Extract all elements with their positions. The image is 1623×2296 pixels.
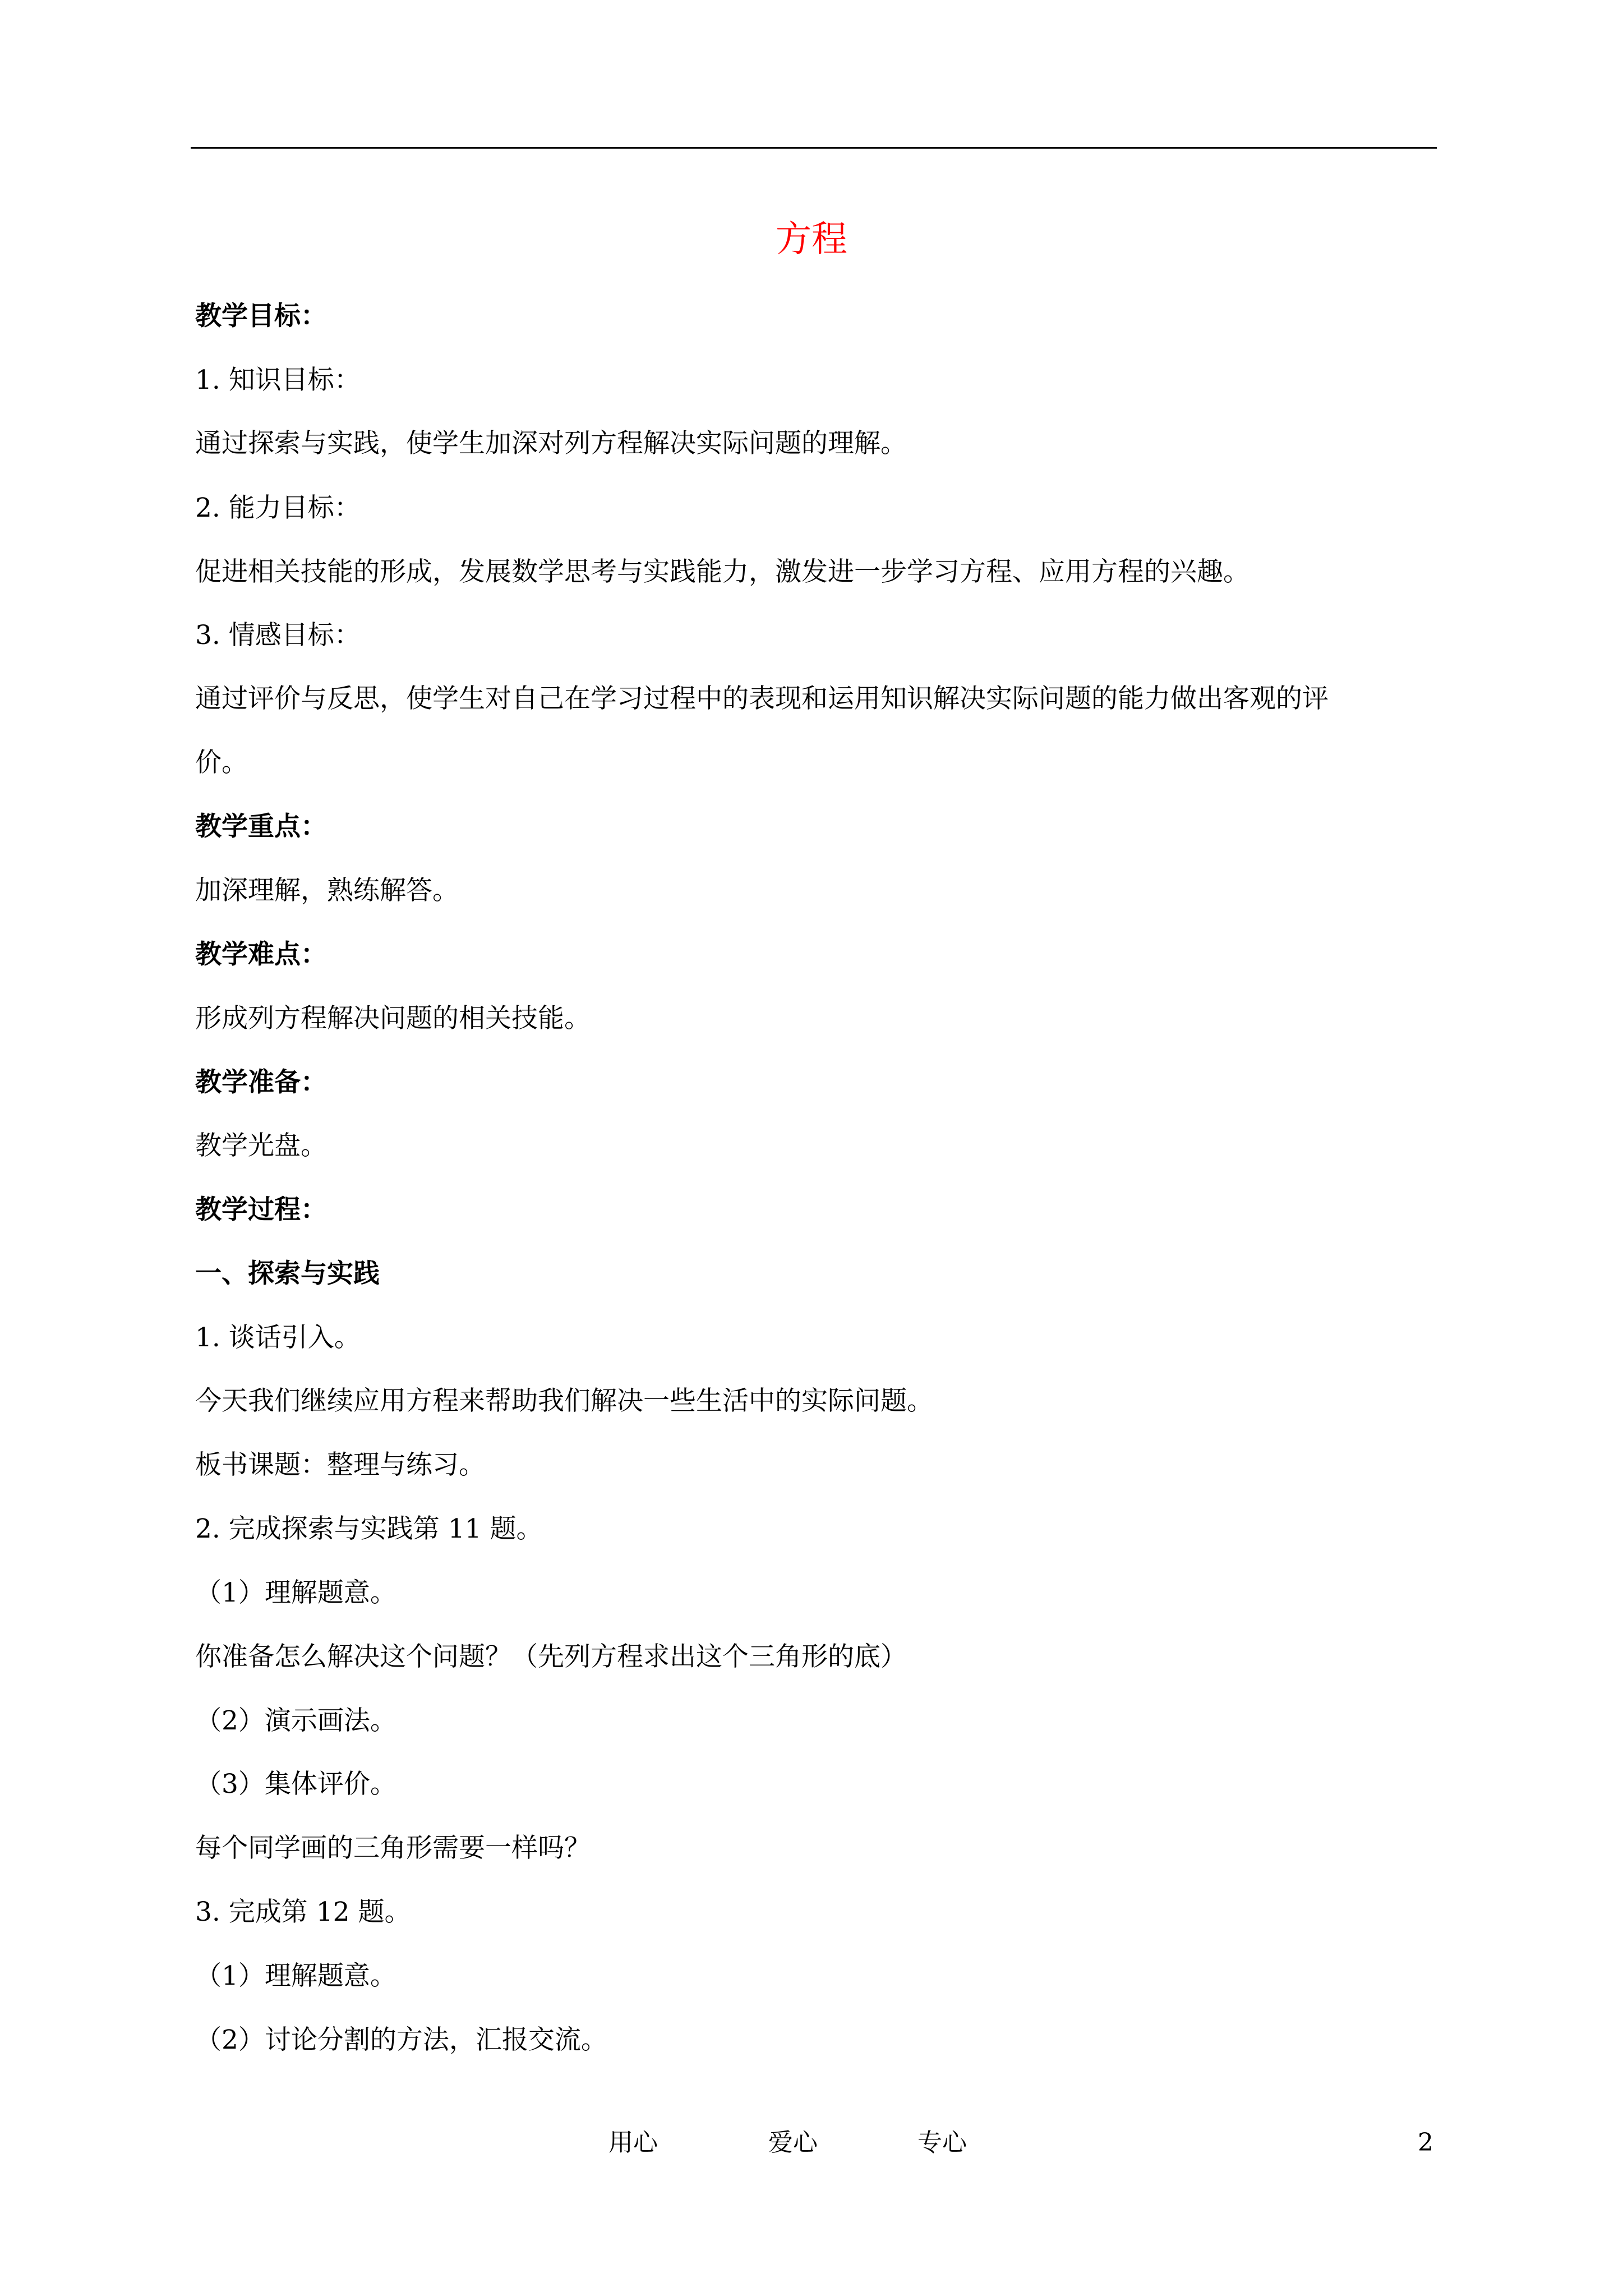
heading-teaching-goals: 教学目标： (195, 301, 327, 332)
emotion-goal-text-cont: 价。 (195, 747, 248, 778)
preparation-text: 教学光盘。 (195, 1130, 327, 1161)
footer-word-2: 爱心 (768, 2128, 818, 2157)
step-3-label: 3. 完成第 12 题。 (195, 1897, 411, 1927)
emotion-goal-text: 通过评价与反思，使学生对自己在学习过程中的表现和运用知识解决实际问题的能力做出客观的评 (195, 683, 1329, 714)
section-explore-practice: 一、探索与实践 (195, 1258, 380, 1289)
step-1-label: 1. 谈话引入。 (195, 1322, 361, 1353)
ability-goal-text: 促进相关技能的形成，发展数学思考与实践能力，激发进一步学习方程、应用方程的兴趣。 (195, 556, 1249, 587)
step-2-label: 2. 完成探索与实践第 11 题。 (195, 1513, 543, 1544)
knowledge-goal-text: 通过探索与实践，使学生加深对列方程解决实际问题的理解。 (195, 428, 907, 459)
step-2-question: 你准备怎么解决这个问题？（先列方程求出这个三角形的底） (195, 1641, 907, 1672)
ability-goal-label: 2. 能力目标： (195, 493, 361, 523)
heading-preparation: 教学准备： (195, 1067, 327, 1098)
step-1-text: 今天我们继续应用方程来帮助我们解决一些生活中的实际问题。 (195, 1386, 933, 1416)
emotion-goal-label: 3. 情感目标： (195, 620, 361, 651)
document-title: 方程 (776, 219, 847, 260)
footer-word-1: 用心 (608, 2128, 658, 2157)
step-2-followup-question: 每个同学画的三角形需要一样吗？ (195, 1833, 591, 1864)
header-rule (191, 147, 1437, 149)
step-3-sub-2: （2）讨论分割的方法，汇报交流。 (195, 2024, 607, 2055)
step-2-sub-1: （1）理解题意。 (195, 1577, 396, 1608)
heading-key-points: 教学重点： (195, 811, 327, 842)
knowledge-goal-label: 1. 知识目标： (195, 365, 361, 395)
footer-word-3: 专心 (917, 2128, 967, 2157)
step-2-sub-3: （3）集体评价。 (195, 1769, 396, 1800)
heading-difficult-points: 教学难点： (195, 939, 327, 970)
step-2-sub-2: （2）演示画法。 (195, 1705, 396, 1736)
heading-teaching-process: 教学过程： (195, 1194, 327, 1225)
step-3-sub-1: （1）理解题意。 (195, 1961, 396, 1991)
difficult-points-text: 形成列方程解决问题的相关技能。 (195, 1003, 591, 1034)
board-title-text: 板书课题：整理与练习。 (195, 1450, 485, 1480)
key-points-text: 加深理解，熟练解答。 (195, 875, 459, 906)
page-number: 2 (1418, 2128, 1433, 2157)
